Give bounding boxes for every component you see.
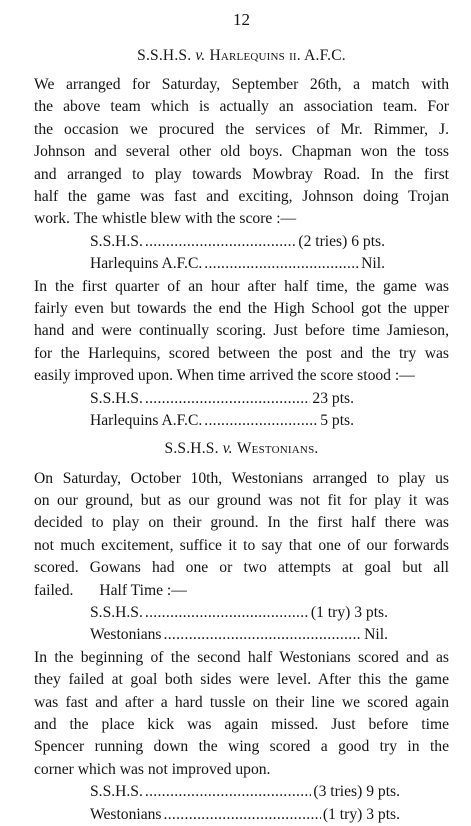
text-line <box>34 580 449 602</box>
text-line: not much excitement, suffice it to say that one of our forwards <box>34 536 449 554</box>
dot-leader <box>204 253 359 275</box>
score-team: S.S.H.S. <box>90 603 143 621</box>
heading-opponent: Westonians. <box>236 439 319 457</box>
dot-leader <box>145 602 309 624</box>
text-line: On Saturday, October 10th, Westonians arranged to play us <box>34 469 449 487</box>
dot-leader <box>145 231 297 253</box>
text-line: on our ground, but as our ground was not fit for play it was <box>34 491 449 509</box>
text-line: corner which was not improved upon. <box>34 760 271 778</box>
dot-leader <box>145 388 311 410</box>
paragraph-harlequins-second-half <box>34 276 449 388</box>
text-line: fairly even but towards the end the High School got the upper <box>34 300 449 318</box>
dot-leader <box>164 804 321 826</box>
score-result: 23 pts. <box>312 389 354 407</box>
paragraph-westonians-second-half <box>34 647 449 781</box>
text-line: and the place kick was again missed. Just before time <box>34 715 449 733</box>
score-row <box>90 804 400 826</box>
text-line: the above team which is actually an association team. For <box>34 98 449 116</box>
score-result: Nil. <box>361 255 385 273</box>
heading-suffix: A.F.C. <box>304 47 346 64</box>
text-line: easily improved upon. When time arrived the score stood :— <box>34 367 415 385</box>
score-result: Nil. <box>364 626 388 644</box>
score-row <box>90 388 354 410</box>
text-line: the occasion we procured the services of Mr. Rimmer, J. <box>34 120 449 138</box>
half-time-label: Half Time :— <box>99 581 187 599</box>
score-half-time-harlequins <box>34 231 449 276</box>
score-result: (1 try) 3 pts. <box>322 805 400 823</box>
score-team: Westonians <box>90 805 162 823</box>
text-line: Spencer running down the wing scored a good try in the <box>34 738 449 756</box>
paragraph-westonians-first-half <box>34 468 449 602</box>
text-line: they failed at goal both sides were level. After this the game <box>34 671 449 689</box>
match-heading-westonians <box>34 439 449 459</box>
score-result: (1 try) 3 pts. <box>310 603 388 621</box>
score-half-time-westonians <box>34 602 449 647</box>
score-row <box>90 231 385 253</box>
match-heading-harlequins <box>34 46 449 66</box>
score-full-time-harlequins <box>34 388 449 433</box>
score-result: (3 tries) 9 pts. <box>313 783 400 801</box>
score-team: S.S.H.S. <box>90 232 143 250</box>
heading-school: S.S.H.S. <box>137 47 192 64</box>
score-result: 5 pts. <box>320 412 354 430</box>
heading-opponent: Harlequins ii. <box>209 47 301 64</box>
text-line: and arranged to play towards Mowbray Road. In the first <box>34 165 449 183</box>
dot-leader <box>204 410 318 432</box>
heading-versus: v. <box>195 47 206 64</box>
text-line: scored. Gowans had one or two attempts at goal but all <box>34 559 449 577</box>
score-full-time-westonians <box>34 781 449 826</box>
page-number: 12 <box>233 10 250 29</box>
text-line: In the beginning of the second half Westonians scored and as <box>34 648 449 666</box>
score-row <box>90 602 388 624</box>
text-line: was fast and after a hard tussle on their line we scored again <box>34 693 449 711</box>
text-line: hand and were continually scoring. Just before time Jamieson, <box>34 322 449 340</box>
score-team: Harlequins A.F.C. <box>90 412 203 430</box>
text-line: for the Harlequins, scored between the post and the try was <box>34 344 449 362</box>
text-line: We arranged for Saturday, September 26th, a match with <box>34 76 449 93</box>
score-team: S.S.H.S. <box>90 389 143 407</box>
score-team: S.S.H.S. <box>90 783 143 801</box>
score-team: Harlequins A.F.C. <box>90 255 203 273</box>
dot-leader <box>145 781 312 803</box>
score-row <box>90 624 388 646</box>
score-team: Westonians <box>90 626 162 644</box>
text-fragment: failed. <box>34 581 74 599</box>
text-line: half the game was fast and exciting, Johnson doing Trojan <box>34 188 449 206</box>
text-line: Johnson and several other old boys. Chapman won the toss <box>34 143 449 161</box>
score-result: (2 tries) 6 pts. <box>298 232 385 250</box>
score-row <box>90 253 385 275</box>
text-line: work. The whistle blew with the score :— <box>34 210 297 228</box>
text-line: In the first quarter of an hour after half time, the game was <box>34 277 449 295</box>
score-row <box>90 781 400 803</box>
heading-versus: v. <box>222 439 233 457</box>
score-row <box>90 410 354 432</box>
text-line: decided to play on their ground. In the first half there was <box>34 514 449 532</box>
paragraph-harlequins-first-half <box>34 74 449 231</box>
heading-school: S.S.H.S. <box>164 439 219 457</box>
dot-leader <box>164 624 363 646</box>
